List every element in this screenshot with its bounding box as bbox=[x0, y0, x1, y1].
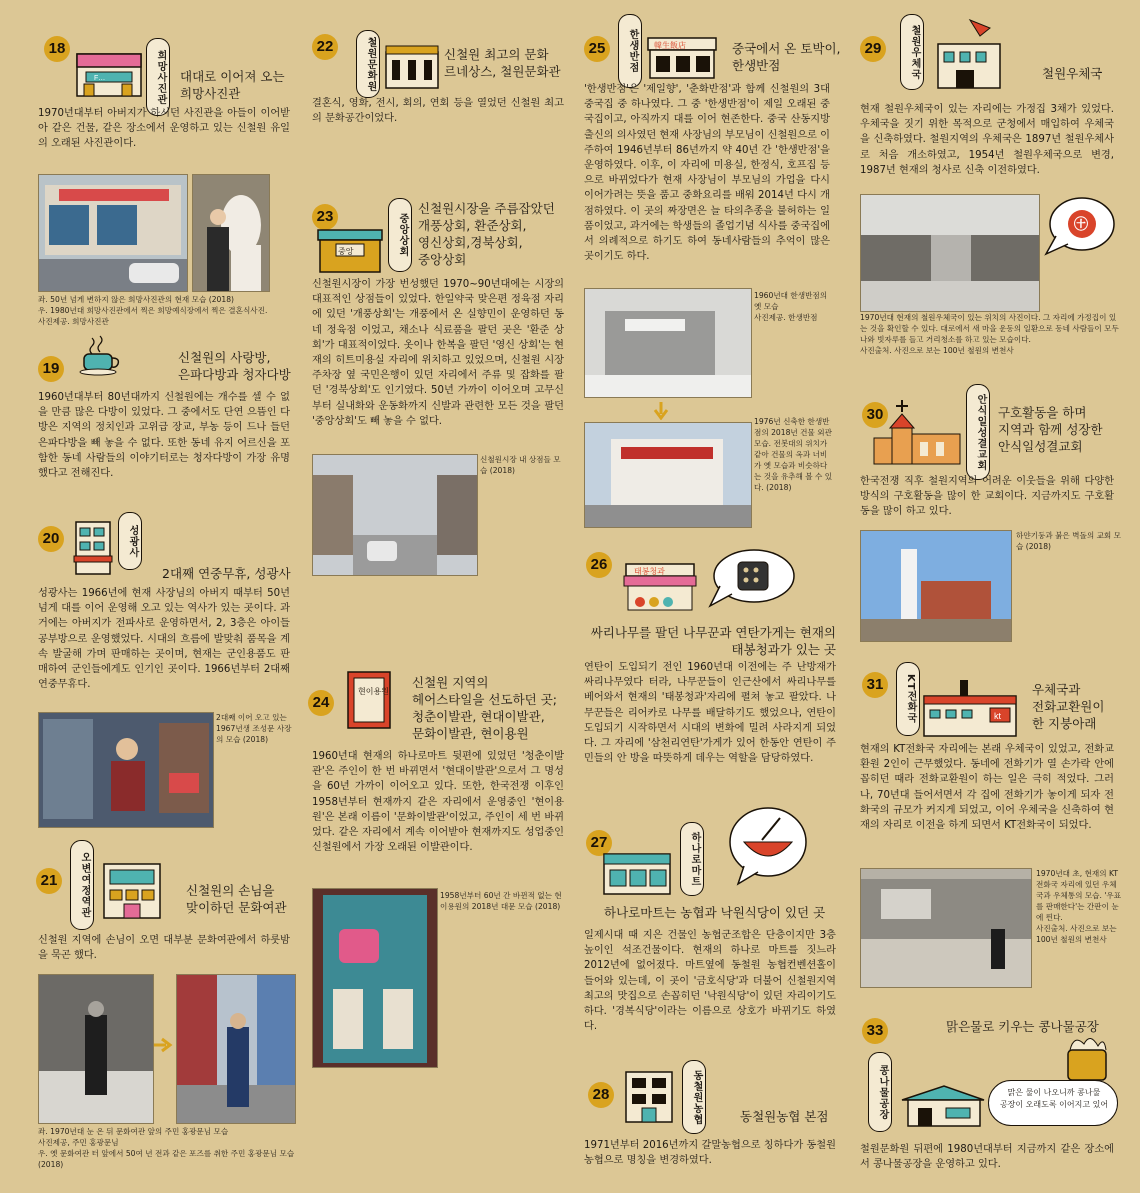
item-25-number: 25 bbox=[584, 36, 610, 62]
item-20-title: 2대째 연중무휴, 성광사 bbox=[162, 566, 291, 581]
item-25-caption-1: 1960년대 한생반점의 옛 모습 사진제공. 한생반점 bbox=[754, 291, 828, 322]
photo-studio-illustration bbox=[74, 44, 144, 100]
item-25-caption-2: 1976년 신축한 한생반점의 2018년 건물 외관 모습. 전봇대의 위치가 같아 건물의 옥과 너비가 옛 모습과 비슷하다는 것을 유추해 볼 수 있다. (2018) bbox=[754, 417, 833, 492]
item-21-body: 신철원 지역에 손님이 오면 대부분 문화여관에서 하룻밤을 묵곤 했다. bbox=[38, 935, 290, 962]
item-21-caption: 좌. 1970년대 눈 온 뒤 문화여관 앞의 주민 홍광문님 모습 사진제공, 주민 홍광문님 우. 옛 문화여관 터 앞에서 50여 년 전과 같은 포즈를 취한 주민 홍광문님 모습 (2018) bbox=[38, 1127, 295, 1169]
bean-sprout-speech-bubble bbox=[988, 1080, 1118, 1126]
item-19-title: 신철원의 사랑방, 은파다방과 청자다방 bbox=[178, 350, 291, 382]
studio-current-photo bbox=[38, 174, 188, 292]
item-28-title: 동철원농협 본점 bbox=[740, 1109, 829, 1124]
item-23-body: 신철원시장이 가장 번성했던 1970~90년대에는 시장의 대표적인 상점들이 있었다. 한일약국 맞은편 정육점 자리에 있던 '개풍상회'는 개풍에서 온 실향민이 운영하던 동네 정육점 이었고, 채소나 식료품을 팔던 곳은 '환준 상회'가 대표적이었다. 옷이나 한복을 팔던 '영신 상회'는 현재의 히트미용실 자리에 위치하고 있었으며, 신철원 시장 주차장 옆 국민은행이 있던 자리에서 주류 및 잡화를 팔던 '경북상회'도 인기였다. 50년 가까이 이어오며 고무신부터 실내화와 운동화까지 신발과 관련한 모든 것을 팔던 '중앙상회'도 빼 놓을 수 없다. bbox=[312, 279, 564, 427]
item-22-body: 결혼식, 영화, 전시, 회의, 연회 등을 열었던 신철원 최고의 문화공간이었다. bbox=[312, 98, 564, 125]
item-25-label: 한생반점 bbox=[618, 14, 642, 88]
arrow-down-icon bbox=[652, 400, 670, 420]
item-22-number: 22 bbox=[312, 34, 338, 60]
restaurant-1960s-photo bbox=[584, 288, 752, 398]
item-29-body: 현재 철원우체국이 있는 자리에는 가정집 3채가 있었다. 우체국을 짓기 위한 목적으로 군청에서 매입하여 우체국을 신축하였다. 철원지역의 우체국은 1897년 철원우체사로 처음 개소하였고, 1954년 철원우체국으로 변경, 1987년 현재의 청사로 신축 이전하였다. bbox=[860, 104, 1114, 176]
culture-hall-illustration bbox=[382, 40, 442, 90]
barber-door-photo bbox=[312, 888, 438, 1068]
kt-sign-text: kt bbox=[994, 711, 1002, 721]
item-20-label: 성광사 bbox=[118, 512, 142, 570]
item-28-number: 28 bbox=[588, 1082, 614, 1108]
item-19-number: 19 bbox=[38, 356, 64, 382]
item-30-body: 한국전쟁 직후 철원지역의 어려운 이웃들을 위해 다양한 방식의 구호활동을 많이 한 교회이다. 지금까지도 구호활동을 많이 하고 있다. bbox=[860, 476, 1114, 518]
item-23-title: 신철원시장을 주름잡았던 개풍상회, 환준상회, 영신상회,경북상회, 중앙상회 bbox=[418, 201, 555, 267]
item-31-number: 31 bbox=[862, 672, 888, 698]
item-20-body: 성광사는 1966년에 현재 사장님의 아버지 때부터 50년 넘게 대를 이어 운영해 오고 있는 역사가 있는 곳이다. 과거에는 아버지가 전파사로 운영하면서, 2, 3층은 아이들 공부방으로 운영했었다. 시대의 흐름에 발맞춰 품목을 계속 발굴해 가며 판매하는 곳이며, 현재는 군인용품도 판매하여 군인들에게도 인기인 곳이다. 1966년부터 2대째 연중무휴다. bbox=[38, 588, 290, 691]
church-illustration bbox=[870, 398, 964, 468]
shop-owner-photo bbox=[38, 712, 214, 828]
item-28-label: 동철원농협 bbox=[682, 1060, 706, 1134]
bean-sprout-bubble-text: 맑은 물이 나오니까 콩나물 공장이 오래도록 이어지고 있어 bbox=[999, 1088, 1109, 1109]
item-29-caption: 1970년대 현재의 철원우체국이 있는 위치의 사진이다. 그 자리에 가정집이 있는 것을 확인할 수 있다. 대로에서 새 마을 운동의 일환으로 동네 사람들이 모두 나와 빗자루를 들고 거리청소를 하고 있는 모습이다. 사진출처. 사진으로 보는 100년 철원의 변천사 bbox=[860, 313, 1119, 355]
bean-sprout-pot-icon bbox=[1060, 1030, 1112, 1084]
bean-sprout-factory-illustration bbox=[898, 1082, 988, 1130]
item-33-title: 맑은물로 키우는 콩나물공장 bbox=[946, 1019, 1099, 1034]
item-33-number: 33 bbox=[862, 1018, 888, 1044]
item-20-caption: 2대째 이어 오고 있는 1967년생 조성문 사장의 모습 (2018) bbox=[216, 713, 292, 744]
item-22-label: 철원문화원 bbox=[356, 30, 380, 98]
item-30-title: 구호활동을 하며 지역과 함께 성장한 안식일성결교회 bbox=[998, 405, 1103, 454]
item-24-caption: 1958년부터 60년 간 바뀐적 없는 현이용원의 2018년 대문 모습 (2018) bbox=[440, 891, 562, 911]
item-31-caption: 1970년대 초, 현재의 KT전화국 자리에 있던 우체국과 우체통의 모습. '우표를 판매한다'는 간판이 눈에 띈다. 사진출처. 사진으로 보는 100년 철원의 변천사 bbox=[1036, 869, 1122, 944]
item-31-body: 현재의 KT전화국 자리에는 본래 우체국이 있었고, 전화교환원 2인이 근무했었다. 동네에 전화기가 열 손가락 안에 꼽히던 때라 전화교환원이 하는 일은 극히 적었다. 그러나, 70년대 들어서면서 각 집에 전화기가 놓이게 되자 전화국의 규모가 커지게 되었고, 이어 우체국을 신축하여 현재의 자리로 이전을 하게 되면서 KT전화국이 되었다. bbox=[860, 744, 1114, 832]
item-23-caption: 신철원시장 내 상점들 모습 (2018) bbox=[480, 455, 561, 475]
item-21-label: 오변여정역관 bbox=[70, 840, 94, 930]
coffee-cup-icon bbox=[78, 334, 124, 376]
item-30-number: 30 bbox=[862, 402, 888, 428]
inn-site-2018-photo bbox=[176, 974, 296, 1124]
wedding-photo bbox=[192, 174, 270, 292]
item-26-number: 26 bbox=[586, 552, 612, 578]
market-sign-text: 중앙 bbox=[338, 247, 354, 256]
item-29-label: 철원우체국 bbox=[900, 14, 924, 90]
market-shop-illustration bbox=[314, 226, 386, 274]
post-mark-symbol: ㊉ bbox=[1074, 217, 1088, 233]
kt-building-illustration bbox=[920, 676, 1020, 738]
item-30-label: 안식일성결교회 bbox=[966, 384, 990, 480]
studio-sign-text: F… bbox=[94, 75, 106, 82]
item-28-body: 1971년부터 2016년까지 갈말농협으로 칭하다가 동철원농협으로 명칭을 변경하였다. bbox=[584, 1140, 836, 1167]
fruit-shop-illustration bbox=[620, 560, 700, 612]
post-speech-bubble bbox=[1040, 194, 1118, 258]
item-33-body: 철원문화원 뒤편에 1980년대부터 지금까지 같은 장소에서 콩나물공장을 운영하고 있다. bbox=[860, 1144, 1114, 1171]
item-18-label: 희망사진관 bbox=[146, 38, 170, 116]
hanaro-mart-illustration bbox=[600, 846, 674, 896]
item-30-caption: 하얀기둥과 붉은 벽돌의 교회 모습 (2018) bbox=[1016, 531, 1122, 551]
item-27-title: 하나로마트는 농협과 낙원식당이 있던 곳 bbox=[604, 905, 826, 920]
arrow-right-icon bbox=[152, 1036, 174, 1054]
item-31-label: KT전화국 bbox=[896, 662, 920, 736]
item-23-number: 23 bbox=[312, 204, 338, 230]
item-27-label: 하나로마트 bbox=[680, 822, 704, 896]
item-26-body: 연탄이 도입되기 전인 1960년대 이전에는 주 난방재가 싸리나무였다 터라, 나무꾼들이 인근산에서 싸리나무를 베어와서 현재의 '태봉청과'자리에 펼쳐 놓고 팔았다. 나무꾼들은 리어카로 나무를 배달하기도 했었으나, 연탄이 도입되기 시작하면서 시대의 변화에 밀려 사라지게 되었다. 그 자리에 '삼천리연탄'가게가 있어 한동안 연탄이 주민들의 안 방을 따뜻하게 데우는 역할을 담당하였다. bbox=[584, 662, 836, 765]
restaurant-2018-photo bbox=[584, 422, 752, 528]
item-24-title: 신철원 지역의 헤어스타일을 선도하던 곳; 청춘이발관, 현대이발관, 문화이발관, 현이용원 bbox=[412, 675, 557, 741]
item-20-number: 20 bbox=[38, 526, 64, 552]
item-31-title: 우체국과 전화교환원이 한 지붕아래 bbox=[1032, 682, 1105, 731]
briquette-speech-bubble bbox=[706, 546, 798, 612]
item-22-title: 신철원 최고의 문화 르네상스, 철원문화관 bbox=[444, 47, 561, 79]
item-24-number: 24 bbox=[308, 690, 334, 716]
item-18-title: 대대로 이어져 오는 희망사진관 bbox=[180, 69, 285, 101]
item-18-number: 18 bbox=[44, 36, 70, 62]
item-29-title: 철원우체국 bbox=[1042, 66, 1103, 81]
item-18-caption: 좌. 50년 넘게 변하지 않은 희망사진관의 현재 모습 (2018) 우. 1980년대 희망사진관에서 찍은 희망예식장에서 찍은 결혼식사진. 사진제공. 희망사진관 bbox=[38, 295, 268, 326]
kt-1970s-photo bbox=[860, 868, 1032, 988]
item-27-number: 27 bbox=[586, 830, 612, 856]
item-23-label: 중앙상회 bbox=[388, 198, 412, 272]
seonggwangsa-building-illustration bbox=[70, 514, 116, 576]
item-25-body: '한생반점'은 '제일향', '춘화반점'과 함께 신철원의 3대 중국집 중 하나였다. 그 중 '한생반점'이 제일 오래된 중국집이고, 아직까지 대를 이어 현존한다. 중국 산동지방 출신의 의사였던 현재 사장님의 부모님이 신철원으로 이주하여 1946년부터 86년까지 약 40년 간 '한생반점'을 운영하였다. 이후, 이 자리에 미용실, 한정식, 호프집 등으로 바뀌었다가 현재 사장님이 부모님의 가업을 다시 이어가려는 뜻을 품고 중화요리를 배워 2014년 다시 개점하였다. 이 곳의 짜장면은 늘 타의추종을 불허하는 일품이었고, 과거에는 학생들의 졸업기념 식사를 중국집에서 의례적으로 하기도 하여 동네사람들의 추억이 많은 곳이기도 하다. bbox=[584, 84, 830, 263]
nonghyup-building-illustration bbox=[620, 1066, 678, 1124]
item-27-body: 일제시대 때 지은 건물인 농협군조합은 단층이지만 3층 높이인 석조건물이다. 현재의 하나로 마트를 짓느라 2012년에 없어졌다. 마트옆에 동철원 농협컨벤션홀이 들어와 있는데, 이 곳이 '금호식당'과 더불어 신철원지역 최고의 맛집으로 손꼽히던 '낙원식당'이 있던 자리이기도 하다. '경복식당'이라는 이름으로 상호가 바뀌기도 하였다. bbox=[584, 930, 836, 1033]
food-bowl-speech-bubble bbox=[722, 802, 810, 888]
barber-shop-illustration bbox=[344, 668, 394, 730]
post-office-illustration bbox=[930, 16, 1006, 92]
church-photo bbox=[860, 530, 1012, 642]
market-shops-photo bbox=[312, 454, 478, 576]
post-office-1970s-photo bbox=[860, 194, 1040, 312]
item-18-body: 1970년대부터 아버지가 하시던 사진관을 아들이 이어받아 같은 건물, 같은 장소에서 운영하고 있는 신철원 유일의 오래된 사진관이다. bbox=[38, 108, 290, 150]
item-21-number: 21 bbox=[36, 868, 62, 894]
item-21-title: 신철원의 손님을 맞이하던 문화여관 bbox=[186, 883, 287, 915]
item-26-title: 싸리나무를 팔던 나무꾼과 연탄가게는 현재의 태봉청과가 있는 곳 bbox=[590, 625, 836, 657]
inn-1970s-photo bbox=[38, 974, 154, 1124]
restaurant-sign-text: 韓生飯店 bbox=[654, 41, 686, 50]
munhwa-inn-illustration bbox=[98, 858, 166, 920]
chinese-restaurant-illustration bbox=[644, 32, 720, 80]
item-33-label: 콩나물공장 bbox=[868, 1052, 892, 1132]
item-25-title: 중국에서 온 토박이, 한생반점 bbox=[732, 41, 841, 73]
item-29-number: 29 bbox=[860, 36, 886, 62]
fruit-shop-sign-text: 태봉청과 bbox=[634, 567, 665, 576]
barber-sign-text: 현이용원 bbox=[358, 687, 389, 696]
item-19-body: 1960년대부터 80년대까지 신철원에는 개수를 셀 수 없을 만큼 많은 다방이 있었다. 그 중에서도 단연 으뜸인 다방은 지역의 정치인과 고위급 장교, 부농 등이 드나 들던 은파다방을 빼 놓을 수 없다. 또한 동네 유지 어르신을 포함한 동네 사람들의 이야기터로는 청자다방이 가장 유명했다고 전해진다. bbox=[38, 392, 290, 480]
item-24-body: 1960년대 현재의 하나로마트 뒷편에 있었던 '청춘이발관'은 주인이 한 번 바뀌면서 '현대이발관'으로서 그 명성을 60년 가까이 이어오고 있다. 또한, 한국전쟁 이후인 1958년부터 현재까지 같은 자리에서 운영중인 '현이용원'은 본래 이름이 '문화이발관'이었고, 주인이 세 번 바뀌었다. 같은 자리에서 계속 이어받아 현재까지도 성업중인 신철원에서 가장 오래된 이발관이다. bbox=[312, 751, 564, 854]
